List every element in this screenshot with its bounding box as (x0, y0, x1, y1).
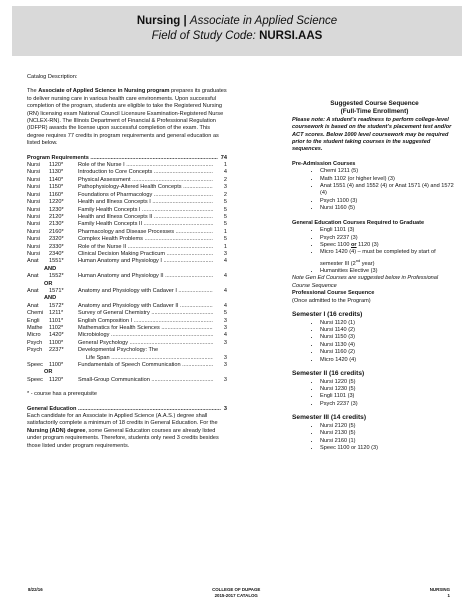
course-subject: Chemi (27, 310, 44, 317)
course-credits: 1 (223, 162, 227, 169)
course-credits: 5 (223, 221, 227, 228)
desc-program: Associate of Applied Science in Nursing program (38, 88, 170, 95)
course-title: Introduction to Core Concepts ..... (78, 169, 213, 176)
course-title: Physical Assessment ..... (78, 177, 213, 184)
course-title: Health and Illness Concepts I ..... (78, 199, 213, 206)
connector-or: OR (44, 369, 53, 376)
course-row (27, 244, 227, 251)
course-number: 1150* (49, 184, 64, 191)
course-number: 1140* (49, 176, 64, 183)
course-number: 2330* (49, 243, 64, 250)
list-item: • Math 1102 (or higher level) (3) (320, 176, 457, 183)
program-req-total: 74 (220, 154, 227, 161)
micro-end: year) (360, 260, 375, 267)
course-row (27, 177, 227, 184)
course-title: Microbiology ..... (78, 332, 213, 339)
semester-heading: Semester I (16 credits) (292, 311, 363, 319)
course-credits: 4 (223, 302, 227, 309)
semester-list (292, 311, 457, 452)
course-subject: Engli (27, 317, 40, 324)
course-number: 2340* (49, 250, 64, 257)
gen-ed-bold: Nursing (ADN) degree (27, 427, 86, 434)
course-credits: 1 (223, 243, 227, 250)
course-row (27, 332, 227, 339)
course-number: 1571* (49, 287, 64, 294)
list-item: • Nursi 1220 (5) (320, 379, 457, 386)
course-number: 1130* (49, 169, 64, 176)
list-item (320, 249, 457, 268)
program-requirements-heading (27, 155, 227, 162)
course-row (27, 207, 227, 214)
course-number: 1572* (49, 302, 64, 309)
course-row (27, 258, 227, 265)
gen-ed-note: Note Gen Ed Courses are suggested below in Professional Course Sequence (292, 275, 439, 289)
list-item: • Nursi 2120 (5) (320, 423, 457, 430)
list-item: • Anat 1551 (4) and 1552 (4) or Anat 1571 (4) and 1572 (4) (320, 183, 457, 198)
course-title: Fundamentals of Speech Communication ..... (78, 362, 213, 369)
course-row (27, 362, 227, 369)
field-code: NURSI.AAS (259, 30, 323, 42)
course-subject: Nursi (27, 199, 41, 206)
semester-course-list (292, 320, 457, 364)
course-subject: Anat (27, 302, 39, 309)
course-number: 1102* (49, 325, 64, 331)
course-number: 2120* (49, 213, 64, 220)
course-number: 2130* (49, 221, 64, 228)
course-subject: Nursi (27, 228, 41, 235)
course-title: Small-Group Communication ..... (78, 377, 213, 384)
course-title: Role of the Nurse I ..... (78, 162, 213, 169)
course-credits: 1 (223, 228, 227, 235)
course-title: Anatomy and Physiology with Cadaver II ..... (78, 303, 213, 310)
course-number: 1100* (49, 362, 64, 369)
catalog-description (27, 88, 227, 147)
program-req-label: Program Requirements ..... (27, 155, 218, 162)
footer-center (212, 587, 260, 599)
course-credits: 3 (223, 250, 227, 257)
course-subject: Nursi (27, 243, 41, 250)
course-credits: 3 (223, 376, 227, 383)
course-row (27, 310, 227, 317)
course-subject: Nursi (27, 176, 41, 183)
list-item: • Chemi 1211 (5) (320, 168, 457, 175)
gen-ed-label: General Education ..... (27, 406, 221, 413)
connector-or: OR (44, 280, 53, 287)
prereq-note: * - course has a prerequisite (27, 391, 97, 398)
course-title: Mathematics for Health Sciences ..... (78, 325, 213, 332)
course-subject: Micro (27, 332, 41, 339)
page-header (12, 6, 462, 56)
course-credits: 3 (223, 354, 227, 361)
connector-and: AND (44, 295, 57, 302)
course-row (27, 214, 227, 221)
degree-name: Associate in Applied Science (189, 15, 338, 27)
speec-pre: Speec 1100 (320, 241, 351, 248)
course-number: 1420* (49, 332, 64, 339)
list-item: • Nursi 1130 (4) (320, 342, 457, 349)
course-row (27, 229, 227, 236)
speec-or: or (351, 241, 357, 248)
course-row (27, 377, 227, 384)
course-title: Pathophysiology-Altered Health Concepts ..... (78, 184, 213, 191)
course-title: Human Anatomy and Physiology II ..... (78, 273, 213, 280)
general-education-heading (27, 406, 227, 413)
list-item: • Nursi 1140 (2) (320, 327, 457, 334)
course-row (27, 288, 227, 295)
course-subject: Psych (27, 339, 43, 346)
micro-text: Micro 1420 (4) – must be completed by start of semester III (2 (320, 249, 436, 267)
course-number: 1101* (49, 317, 64, 324)
course-credits: 3 (223, 325, 227, 331)
course-number: 1120* (49, 162, 64, 169)
semester-course-list (292, 423, 457, 453)
course-subject: Nursi (27, 184, 41, 191)
course-credits: 3 (223, 362, 227, 369)
list-item: • Psych 1100 (3) (320, 198, 457, 205)
course-number: 1551* (49, 258, 64, 265)
gen-ed-credits: 3 (223, 405, 227, 412)
course-credits: 3 (223, 339, 227, 346)
pre-admission-list (292, 168, 457, 212)
course-title-cont: Life Span ..... (78, 355, 213, 362)
course-number: 1100* (49, 339, 64, 346)
list-item: • Nursi 1120 (1) (320, 320, 457, 327)
connector-and: AND (44, 265, 57, 272)
course-row (27, 192, 227, 199)
course-row (27, 347, 227, 354)
course-credits: 2 (223, 176, 227, 183)
course-number: 1552* (49, 273, 64, 280)
course-title: Health and Illness Concepts II ..... (78, 214, 213, 221)
course-credits: 3 (223, 184, 227, 191)
list-item: • Speec 1100 or 1120 (3) (320, 445, 457, 452)
semester-course-list (292, 379, 457, 409)
list-item: • Psych 2237 (3) (320, 401, 457, 408)
course-number: 2160* (49, 228, 64, 235)
course-subject: Nursi (27, 213, 41, 220)
pre-admission-heading: Pre-Admission Courses (292, 160, 356, 167)
course-title: Survey of General Chemistry ..... (78, 310, 213, 317)
course-row (27, 169, 227, 176)
speec-post: 1120 (3) (356, 241, 379, 248)
course-subject: Nursi (27, 169, 41, 176)
course-credits: 5 (223, 213, 227, 220)
course-subject: Nursi (27, 162, 41, 169)
course-title: Family Health Concepts II ..... (78, 221, 213, 228)
micro-sup: nd (355, 257, 361, 263)
course-subject: Speec (27, 376, 43, 383)
right-column (292, 100, 457, 452)
course-row (27, 303, 227, 310)
course-row (27, 221, 227, 228)
course-subject: Nursi (27, 221, 41, 228)
list-item: • Psych 2237 (3) (320, 235, 457, 242)
course-credits: 4 (223, 332, 227, 339)
header-line-2 (12, 29, 462, 44)
course-title: Foundations of Pharmacology ..... (78, 192, 213, 199)
course-row (27, 340, 227, 347)
field-label: Field of Study Code: (151, 30, 260, 42)
course-title: Anatomy and Physiology with Cadaver I ..... (78, 288, 213, 295)
footer-college: COLLEGE OF DUPAGE (212, 587, 261, 593)
course-credits: 5 (223, 236, 227, 243)
list-item: • Nursi 1160 (5) (320, 205, 457, 212)
course-subject: Anat (27, 273, 39, 280)
course-row (27, 199, 227, 206)
list-item: • Humanities Elective (3) (320, 268, 457, 275)
footer-date: 8/22/16 (28, 587, 43, 593)
course-credits: 4 (223, 258, 227, 265)
course-number: 1220* (49, 199, 64, 206)
course-row (27, 273, 227, 280)
course-title: Clinical Decision Making Practicum ..... (78, 251, 213, 258)
course-title: Developmental Psychology: The (78, 347, 159, 354)
course-title: Role of the Nurse II ..... (78, 244, 213, 251)
list-item: • Nursi 2160 (1) (320, 438, 457, 445)
course-row (27, 325, 227, 332)
course-row (27, 318, 227, 325)
course-row-cont (27, 355, 227, 362)
course-subject: Anat (27, 258, 39, 265)
list-item: • Micro 1420 (4) (320, 357, 457, 364)
list-item: • Nursi 1150 (3) (320, 334, 457, 341)
list-item: • Nursi 1230 (5) (320, 386, 457, 393)
footer-catalog: 2015-2017 CATALOG (214, 593, 258, 599)
list-item (320, 242, 457, 249)
requirement-list (27, 162, 227, 266)
professional-heading: Professional Course Sequence (292, 290, 375, 297)
course-subject: Anat (27, 287, 39, 294)
course-subject: Psych (27, 347, 43, 354)
list-item: • Nursi 2130 (5) (320, 430, 457, 437)
course-number: 1211* (49, 310, 64, 317)
course-subject: Nursi (27, 250, 41, 257)
course-row (27, 236, 227, 243)
gen-ed-text-2: , some General Education courses are already listed under program requirements. Therefore, students only need 3 credits besides those listed under program requirements. (27, 427, 219, 449)
course-credits: 3 (223, 317, 227, 324)
sequence-subtitle: (Full-Time Enrollment) (340, 108, 409, 116)
course-subject: Nursi (27, 236, 41, 243)
sequence-title: Suggested Course Sequence (330, 100, 419, 107)
list-item: • Engli 1101 (3) (320, 227, 457, 234)
program-name: Nursing (136, 15, 181, 27)
footer-right (430, 587, 450, 599)
course-title: Family Health Concepts I ..... (78, 207, 213, 214)
course-title: Pharmacology and Disease Processes ..... (78, 229, 213, 236)
left-column (27, 74, 227, 450)
header-line-1 (12, 6, 462, 29)
page-footer (28, 587, 450, 599)
list-item: • Nursi 1160 (2) (320, 349, 457, 356)
course-title: Human Anatomy and Physiology I ..... (78, 258, 213, 265)
footer-program: NURSING (429, 587, 450, 593)
course-row (27, 184, 227, 191)
sequence-note (292, 117, 457, 154)
course-credits: 5 (223, 199, 227, 206)
course-subject: Mathe (27, 325, 43, 331)
semester-heading: Semester II (16 credits) (292, 370, 365, 378)
desc-intro: The (27, 88, 39, 95)
requirement-list (27, 310, 227, 347)
note-text: A student’s readiness to perform college-level coursework is based on the student’s placement test and/or ACT scores. Below 1000 level coursework may be required prior to the student taking courses in the suggested sequences. (292, 116, 452, 153)
course-number: 1120* (49, 376, 64, 383)
course-number: 1230* (49, 206, 64, 213)
course-number: 2320* (49, 236, 64, 243)
course-title: English Composition I ..... (78, 318, 213, 325)
footer-page: 1 (447, 593, 450, 599)
course-credits: 5 (223, 206, 227, 213)
gen-ed-required-heading: General Education Courses Required to Graduate (292, 219, 425, 226)
course-credits: 4 (223, 169, 227, 176)
course-credits: 2 (223, 191, 227, 198)
course-subject: Nursi (27, 191, 41, 198)
course-title: Complex Health Problems ..... (78, 236, 213, 243)
professional-sub: (Once admitted to the Program) (292, 297, 371, 304)
desc-body: prepares its graduates to deliver nursing care in various health care environments. Upon successful completion of the program, students are eligible to take the Registered Nursing (RN) licensing exam National Council Licensure Examination-Registered Nurse (NCLEX-RN). The Illinois Department of Financial & Professional Regulation (IDFPR) awards the license upon successful completion of the exam. This degree requires 77 credits in program requirements and general education as listed below. (27, 88, 227, 147)
course-credits: 4 (223, 273, 227, 280)
header-separator: | (180, 15, 190, 27)
course-row (27, 251, 227, 258)
course-title: General Psychology ..... (78, 340, 213, 347)
gen-ed-required-list (292, 227, 457, 275)
course-credits: 5 (223, 310, 227, 317)
semester-heading: Semester III (14 credits) (292, 414, 367, 422)
course-row (27, 162, 227, 169)
general-education-text (27, 413, 227, 450)
gen-ed-text-1: Each candidate for an Associate in Applied Science (A.A.S.) degree shall satisfactorily complete a minimum of 18 credits in General Education. For the (27, 413, 218, 427)
note-label: Please note: (292, 116, 325, 123)
course-number: 2237* (49, 347, 64, 354)
course-subject: Nursi (27, 206, 41, 213)
list-item: • Engli 1101 (3) (320, 393, 457, 400)
catalog-description-heading: Catalog Description: (27, 74, 78, 80)
course-number: 1160* (49, 191, 64, 198)
course-subject: Speec (27, 362, 43, 369)
course-credits: 4 (223, 287, 227, 294)
